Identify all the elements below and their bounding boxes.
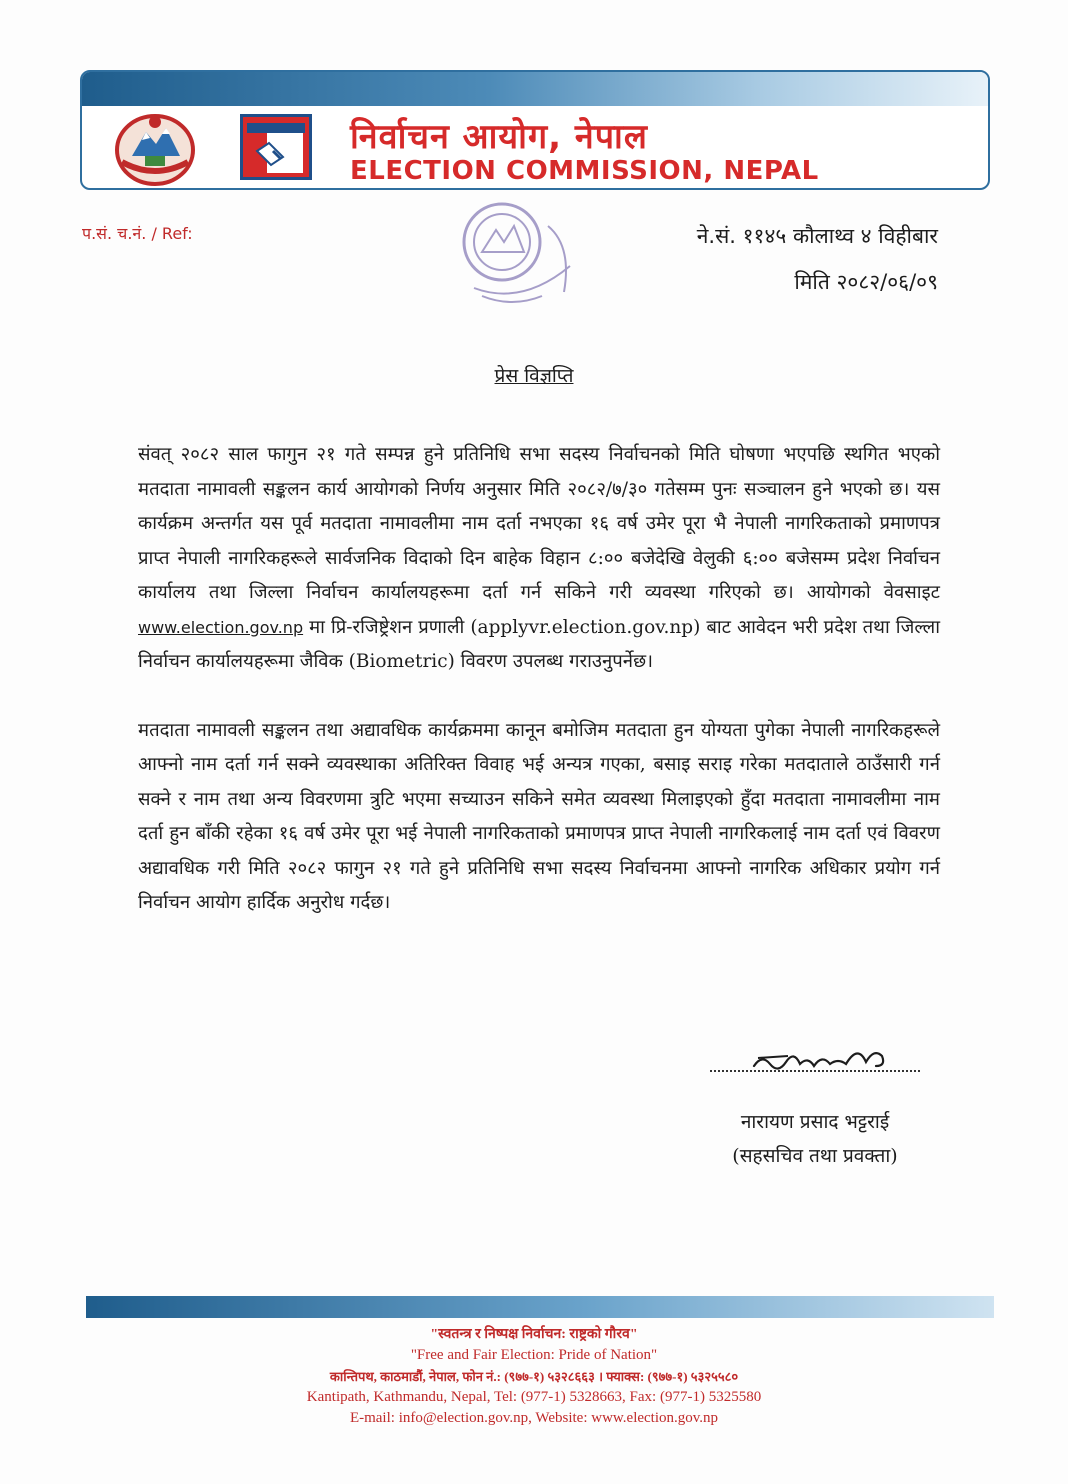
press-release-body: [138, 438, 940, 955]
nepal-emblem-icon: [112, 110, 198, 188]
paragraph-2: मतदाता नामावली सङ्कलन तथा अद्यावधिक कार्यक्रममा कानून बमोजिम मतदाता हुन योग्यता पुगेका नेपाली नागरिकहरूले आफ्नो नाम दर्ता गर्न सक्ने व्यवस्थाका अतिरिक्त विवाह भई अन्यत्र गएका, बसाइ सराइ गरेका मतदाताले ठाउँसारी गर्न सक्ने र नाम तथा अन्य विवरणमा त्रुटि भएमा सच्याउन सकिने समेत व्यवस्था मिलाइएको हुँदा मतदाता नामावलीमा नाम दर्ता हुन बाँकी रहेका १६ वर्ष उमेर पूरा भई नेपाली नागरिकताको प्रमाणपत्र प्राप्त नेपाली नागरिकलाई नाम दर्ता एवं विवरण अद्यावधिक गरी मिति २०८२ फागुन २१ गते हुने प्रतिनिधि सभा सदस्य निर्वाचनमा आफ्नो नागरिक अधिकार प्रयोग गर्न निर्वाचन आयोग हार्दिक अनुरोध गर्दछ।: [138, 719, 940, 913]
handwritten-signature-icon: [748, 1036, 898, 1080]
footer-motto-english: "Free and Fair Election: Pride of Nation": [410, 1347, 658, 1363]
website-link[interactable]: www.election.gov.np: [138, 617, 304, 637]
signatory-title: (सहसचिव तथा प्रवक्ता): [732, 1145, 898, 1167]
footer-motto-nepali: "स्वतन्त्र र निष्पक्ष निर्वाचन: राष्ट्रको गौरव": [430, 1327, 638, 1342]
reference-label: प.सं. च.नं. / Ref:: [82, 224, 193, 243]
paragraph-1: [138, 438, 940, 680]
nepal-era-date: ने.सं. ११४५ कौलाथ्व ४ विहीबार: [696, 224, 938, 248]
signature-line: [710, 1070, 920, 1072]
election-commission-logo-icon: [240, 114, 312, 180]
press-release-heading: प्रेस विज्ञप्ति: [494, 365, 574, 387]
letterhead: [80, 70, 990, 190]
paragraph-1-text-a: संवत् २०८२ साल फागुन २१ गते सम्पन्न हुने प्रतिनिधि सभा सदस्य निर्वाचनको मिति घोषणा भएपछि स्थगित भएको मतदाता नामावली सङ्कलन कार्य आयोगको निर्णय अनुसार मिति २०८२/७/३० गतेसम्म पुनः सञ्चालन हुने भएको छ। यस कार्यक्रम अन्तर्गत यस पूर्व मतदाता नामावलीमा नाम दर्ता नभएका १६ वर्ष उमेर पूरा भै नेपाली नागरिकताको प्रमाणपत्र प्राप्त नेपाली नागरिकहरूले सार्वजनिक विदाको दिन बाहेक विहान ८:०० बजेदेखि वेलुकी ६:०० बजेसम्म प्रदेश निर्वाचन कार्यालय तथा जिल्ला निर्वाचन कार्यालयहरूमा दर्ता गर्न सकिने गरी व्यवस्था गरिएको छ। आयोगको वेवसाइट: [138, 444, 940, 603]
paragraph-1-text-b: मा प्रि-रजिष्ट्रेशन प्रणाली (applyvr.election.gov.np) बाट आवेदन भरी प्रदेश तथा जिल्ला निर्वाचन कार्यालयहरूमा जैविक (Biometric) विवरण उपलब्ध गराउनुपर्नेछ।: [138, 616, 940, 672]
footer-address-nepali: कान्तिपथ, काठमाडौं, नेपाल, फोन नं.: (९७७-१) ५३२८६६३ । फ्याक्स: (९७७-१) ५३२५५८०: [329, 1369, 739, 1384]
footer-band: [86, 1296, 994, 1318]
issue-date: मिति २०८२/०६/०९: [794, 270, 938, 294]
letterhead-band: [82, 72, 988, 106]
official-seal-stamp-icon: [452, 196, 592, 326]
footer-address-english: Kantipath, Kathmandu, Nepal, Tel: (977-1) 5328663, Fax: (977-1) 5325580: [306, 1389, 762, 1405]
commission-title-nepali: निर्वाचन आयोग, नेपाल: [350, 117, 648, 157]
footer-contact: E-mail: info@election.gov.np, Website: www.election.gov.np: [349, 1410, 719, 1426]
footer: [0, 1324, 1068, 1429]
commission-title-english: ELECTION COMMISSION, NEPAL: [350, 156, 819, 186]
signatory-name: नारायण प्रसाद भट्टराई: [740, 1111, 890, 1133]
